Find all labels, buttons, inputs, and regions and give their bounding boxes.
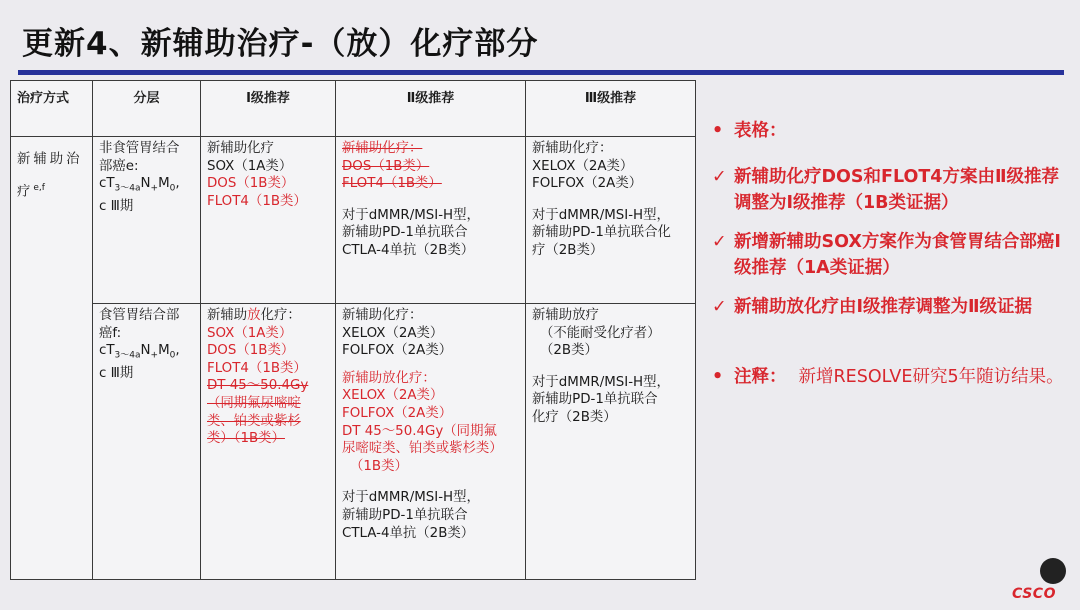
remark xyxy=(712,364,1064,390)
r2-l2-red6: （1B类） xyxy=(350,458,408,474)
layer2-line2: 癌f: xyxy=(99,325,122,341)
r1-l1-line4: FLOT4（1B类） xyxy=(207,193,307,209)
csco-logo-text: CSCO xyxy=(1011,586,1056,602)
r2-l1-strike1: DT 45～50.4Gy xyxy=(207,378,309,394)
level2-cell-1 xyxy=(336,137,526,304)
r1-l1-line3: DOS（1B类） xyxy=(207,176,295,192)
level3-cell-2 xyxy=(526,304,696,580)
header-level1: Ⅰ级推荐 xyxy=(201,81,336,137)
level1-cell-2 xyxy=(201,304,336,580)
r2-l3-dmmr1: 对于dMMR/MSI-H型， xyxy=(532,374,670,390)
treatment-superscript: e,f xyxy=(33,183,45,193)
r1-l3-line1: 新辅助化疗： xyxy=(532,141,613,156)
header-level3: Ⅲ级推荐 xyxy=(526,81,696,137)
r1-l1-line1: 新辅助化疗 xyxy=(207,141,274,156)
notes-header xyxy=(712,118,1064,144)
notes-item-text: 新辅助化疗DOS和FLOT4方案由Ⅱ级推荐调整为Ⅰ级推荐（1B类证据） xyxy=(734,167,1060,213)
r1-l1-line2: SOX（1A类） xyxy=(207,158,293,174)
r2-l2-dmmr3: CTLA-4单抗（2B类） xyxy=(342,525,475,541)
r2-l1-heading: 新辅助放化疗： xyxy=(207,308,301,323)
r2-l2-red5: 尿嘧啶类、铂类或紫杉类） xyxy=(342,441,503,457)
r2-l3-line2: （不能耐受化疗者） xyxy=(540,325,661,341)
r1-l3-dmmr1: 对于dMMR/MSI-H型， xyxy=(532,207,670,223)
r2-l1-line2: SOX（1A类） xyxy=(207,325,293,341)
treatment-label: 新辅助治疗 xyxy=(17,152,83,200)
check-icon: ✓ xyxy=(712,167,727,187)
r1-l2-dmmr3: CTLA-4单抗（2B类） xyxy=(342,242,475,258)
page-title: 更新4、新辅助治疗-（放）化疗部分 xyxy=(22,26,539,62)
r2-l2-line2: XELOX（2A类） xyxy=(342,325,444,341)
notes-panel xyxy=(712,118,1064,390)
recommendation-table xyxy=(10,80,696,580)
r2-l2-red3: FOLFOX（2A类） xyxy=(342,405,453,421)
table-header-row xyxy=(11,81,696,137)
r2-l3-dmmr3: 化疗（2B类） xyxy=(532,409,617,425)
layer1-line4: c Ⅲ期 xyxy=(99,199,134,215)
layer-cell-1 xyxy=(93,137,201,304)
table-row xyxy=(11,304,696,580)
layer-cell-2 xyxy=(93,304,201,580)
level1-cell-1 xyxy=(201,137,336,304)
r2-l1-line3: DOS（1B类） xyxy=(207,343,295,359)
r2-l2-red1: 新辅助放化疗： xyxy=(342,370,436,386)
layer1-line1: 非食管胃结合 xyxy=(99,141,180,156)
csco-logo-icon xyxy=(1040,558,1066,584)
r1-l2-strike2: DOS（1B类） xyxy=(342,158,430,174)
header-layer: 分层 xyxy=(93,81,201,137)
notes-item-text: 新辅助放化疗由Ⅰ级推荐调整为Ⅱ级证据 xyxy=(734,297,1033,317)
layer2-line1: 食管胃结合部 xyxy=(99,308,180,323)
notes-header-label: 表格： xyxy=(734,121,787,141)
r2-l1-strike3: 类、铂类或紫杉 xyxy=(207,413,301,429)
remark-text: 新增RESOLVE研究5年随访结果。 xyxy=(798,367,1064,387)
r1-l3-dmmr3: 疗（2B类） xyxy=(532,242,604,258)
table-row xyxy=(11,137,696,304)
layer2-line4: c Ⅲ期 xyxy=(99,366,134,382)
header-treatment: 治疗方式 xyxy=(11,81,93,137)
r1-l3-line3: FOLFOX（2A类） xyxy=(532,176,643,192)
r2-l3-dmmr2: 新辅助PD-1单抗联合 xyxy=(532,392,658,408)
r1-l2-dmmr2: 新辅助PD-1单抗联合 xyxy=(342,225,468,241)
notes-item-2 xyxy=(712,229,1064,281)
r1-l2-strike1: 新辅助化疗： xyxy=(342,141,423,156)
remark-label: 注释： xyxy=(734,367,787,387)
layer2-stage: $cT_{3\sim 4a}N_+M_0$, xyxy=(99,343,180,361)
r2-l3-line1: 新辅助放疗 xyxy=(532,308,599,323)
treatment-cell xyxy=(11,137,93,580)
level2-cell-2 xyxy=(336,304,526,580)
level3-cell-1 xyxy=(526,137,696,304)
layer1-line2: 部癌e: xyxy=(99,158,139,174)
r1-l2-strike3: FLOT4（1B类） xyxy=(342,176,442,192)
bullet-dot-icon: • xyxy=(712,121,724,141)
r2-l3-line3: （2B类） xyxy=(540,343,598,359)
r2-l1-strike2: （同期氟尿嘧啶 xyxy=(207,395,301,411)
bullet-dot-icon: • xyxy=(712,367,724,387)
r2-l2-red2: XELOX（2A类） xyxy=(342,388,444,404)
r1-l3-dmmr2: 新辅助PD-1单抗联合化 xyxy=(532,225,671,241)
header-level2: Ⅱ级推荐 xyxy=(336,81,526,137)
r2-l2-red4: DT 45～50.4Gy（同期氟 xyxy=(342,423,497,439)
r2-l2-dmmr1: 对于dMMR/MSI-H型， xyxy=(342,490,480,506)
notes-item-text: 新增新辅助SOX方案作为食管胃结合部癌Ⅰ级推荐（1A类证据） xyxy=(734,232,1061,278)
r2-l1-strike4: 类）（1B类） xyxy=(207,431,285,447)
check-icon: ✓ xyxy=(712,297,727,317)
r2-l2-line1: 新辅助化疗： xyxy=(342,308,423,323)
r2-l2-dmmr2: 新辅助PD-1单抗联合 xyxy=(342,507,468,523)
check-icon: ✓ xyxy=(712,232,727,252)
r1-l3-line2: XELOX（2A类） xyxy=(532,158,634,174)
title-divider xyxy=(18,70,1064,75)
notes-item-3 xyxy=(712,294,1064,320)
layer1-stage: $cT_{3\sim 4a}N_+M_0$, xyxy=(99,176,180,194)
r2-l1-line4: FLOT4（1B类） xyxy=(207,360,307,376)
r1-l2-dmmr1: 对于dMMR/MSI-H型， xyxy=(342,207,480,223)
r2-l2-line3: FOLFOX（2A类） xyxy=(342,343,453,359)
notes-item-1 xyxy=(712,164,1064,216)
